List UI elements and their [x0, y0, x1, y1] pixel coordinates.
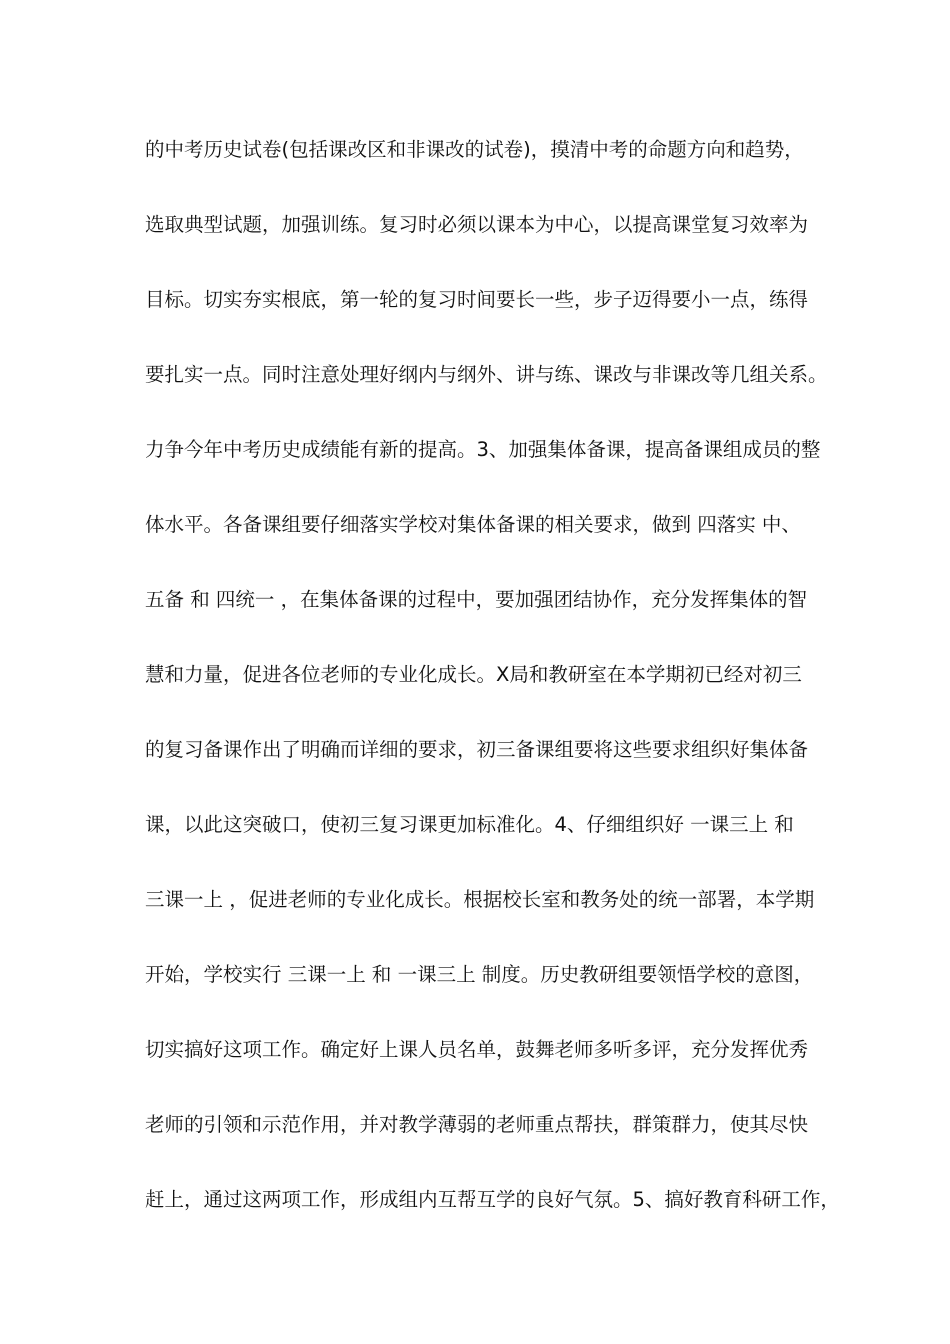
text-line: 力争今年中考历史成绩能有新的提高。3、加强集体备课，提高备课组成员的整 [145, 438, 821, 461]
document-body [145, 132, 840, 1257]
text-line: 目标。切实夯实根底，第一轮的复习时间要长一些，步子迈得要小一点，练得 [145, 288, 809, 311]
text-line: 切实搞好这项工作。确定好上课人员名单，鼓舞老师多听多评，充分发挥优秀 [145, 1038, 809, 1061]
text-line: 选取典型试题，加强训练。复习时必须以课本为中心，以提高课堂复习效率为 [145, 213, 809, 236]
text-line: 的中考历史试卷(包括课改区和非课改的试卷)，摸清中考的命题方向和趋势， [145, 138, 804, 161]
text-line: 课，以此这突破口，使初三复习课更加标准化。4、仔细组织好 一课三上 和 [145, 813, 794, 836]
text-line: 开始，学校实行 三课一上 和 一课三上 制度。历史教研组要领悟学校的意图， [145, 963, 814, 986]
text-line: 三课一上 ，促进老师的专业化成长。根据校长室和教务处的统一部署，本学期 [145, 888, 815, 911]
text-line: 五备 和 四统一 ，在集体备课的过程中，要加强团结协作，充分发挥集体的智 [145, 588, 808, 611]
text-line: 慧和力量，促进各位老师的专业化成长。X局和教研室在本学期初已经对初三 [145, 663, 802, 686]
text-line: 老师的引领和示范作用，并对教学薄弱的老师重点帮扶，群策群力，使其尽快 [145, 1113, 809, 1136]
text-line: 的复习备课作出了明确而详细的要求，初三备课组要将这些要求组织好集体备 [145, 738, 809, 761]
text-line: 赶上，通过这两项工作，形成组内互帮互学的良好气氛。5、搞好教育科研工作， [145, 1188, 840, 1211]
text-line: 要扎实一点。同时注意处理好纲内与纲外、讲与练、课改与非课改等几组关系。 [145, 363, 828, 386]
text-line: 体水平。各备课组要仔细落实学校对集体备课的相关要求，做到 四落实 中、 [145, 513, 801, 536]
